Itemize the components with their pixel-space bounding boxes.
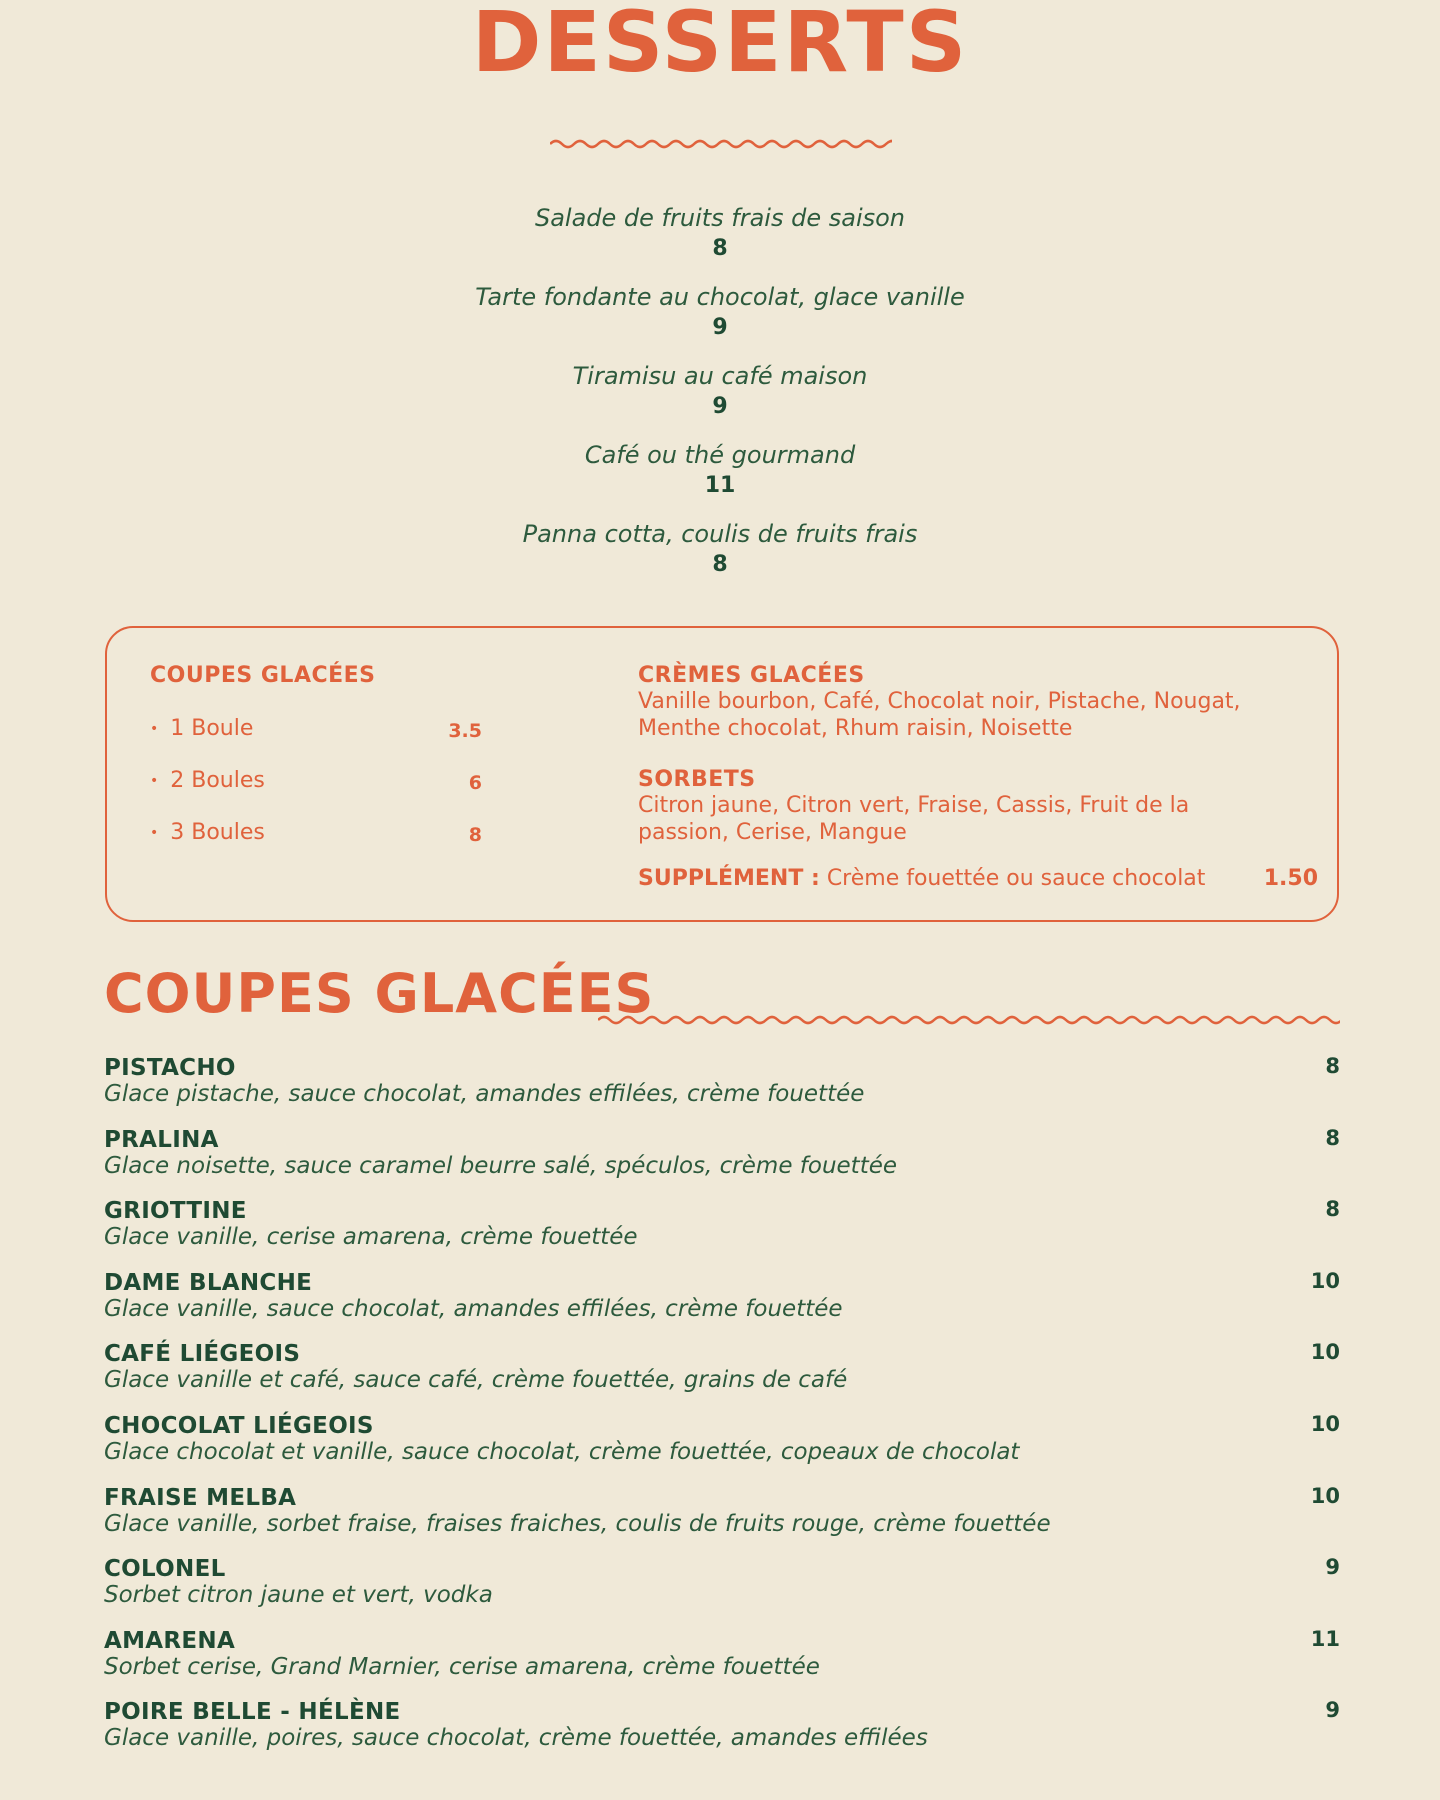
scoop-row <box>150 768 482 798</box>
coupe-item <box>104 1412 1340 1484</box>
coupe-description: Glace vanille, sauce chocolat, amandes effilées, crème fouettée <box>104 1295 843 1322</box>
dessert-price: 8 <box>712 552 728 577</box>
bullet-icon: • <box>150 773 159 789</box>
coupe-description: Glace vanille et café, sauce café, crème fouettée, grains de café <box>104 1367 848 1394</box>
supplement-price: 1.50 <box>1263 866 1318 891</box>
coupe-description: Glace noisette, sauce caramel beurre salé, spéculos, crème fouettée <box>104 1152 898 1179</box>
scoop-label <box>150 820 265 845</box>
coupe-item <box>104 1555 1340 1627</box>
coupe-item <box>104 1197 1340 1269</box>
supplement-label: SUPPLÉMENT : <box>638 866 820 891</box>
scoop-label <box>150 716 253 741</box>
coupe-name: CHOCOLAT LIÉGEOIS <box>104 1412 374 1439</box>
section-title: COUPES GLACÉES <box>104 962 655 1025</box>
cremes-line: Menthe chocolat, Rhum raisin, Noisette <box>638 716 1073 741</box>
coupe-price: 8 <box>1325 1197 1340 1222</box>
wavy-divider <box>598 1012 1340 1028</box>
coupe-item <box>104 1126 1340 1198</box>
coupe-name: PISTACHO <box>104 1055 236 1081</box>
coupe-item <box>104 1698 1340 1770</box>
coupe-name: DAME BLANCHE <box>104 1269 313 1296</box>
coupe-item <box>104 1484 1340 1556</box>
coupe-price: 9 <box>1325 1698 1340 1723</box>
cremes-section <box>638 663 1318 742</box>
dessert-item <box>0 358 1440 437</box>
cremes-title: CRÈMES GLACÉES <box>638 663 865 688</box>
scoop-label-text: 2 Boules <box>170 768 265 793</box>
dessert-list <box>0 200 1440 595</box>
coupe-description: Glace vanille, poires, sauce chocolat, crème fouettée, amandes effilées <box>104 1725 928 1752</box>
coupe-name: AMARENA <box>104 1627 236 1654</box>
coupe-price: 11 <box>1310 1626 1340 1651</box>
coupe-description: Glace pistache, sauce chocolat, amandes effilées, crème fouettée <box>104 1081 865 1107</box>
coupes-box-title: COUPES GLACÉES <box>150 663 376 688</box>
bullet-icon: • <box>150 825 159 841</box>
coupe-description: Glace vanille, sorbet fraise, fraises fraiches, coulis de fruits rouge, crème fouettée <box>104 1510 1051 1537</box>
sorbets-section <box>638 767 1318 846</box>
cremes-line: Vanille bourbon, Café, Chocolat noir, Pistache, Nougat, <box>638 689 1241 714</box>
coupe-item <box>104 1054 1340 1126</box>
coupe-item <box>104 1269 1340 1341</box>
coupe-name: GRIOTTINE <box>104 1198 247 1225</box>
coupe-description: Glace chocolat et vanille, sauce chocolat, crème fouettée, copeaux de chocolat <box>104 1438 1020 1465</box>
sorbets-line: passion, Cerise, Mangue <box>638 820 907 845</box>
coupe-item <box>104 1627 1340 1699</box>
coupe-item <box>104 1340 1340 1412</box>
dessert-item <box>0 437 1440 516</box>
sorbets-line: Citron jaune, Citron vert, Fraise, Cassis, Fruit de la <box>638 793 1190 818</box>
coupes-list <box>104 1054 1340 1770</box>
page-title: DESSERTS <box>471 0 969 91</box>
coupe-name: COLONEL <box>104 1556 226 1583</box>
coupe-name: POIRE BELLE - HÉLÈNE <box>104 1699 401 1726</box>
coupe-price: 8 <box>1325 1125 1340 1150</box>
coupe-price: 10 <box>1310 1340 1340 1365</box>
scoop-price: 6 <box>468 772 482 794</box>
scoop-label-text: 3 Boules <box>170 820 265 845</box>
coupe-price: 9 <box>1325 1555 1340 1580</box>
dessert-name: Salade de fruits frais de saison <box>534 204 906 232</box>
scoop-row <box>150 820 482 850</box>
bullet-icon: • <box>150 721 159 737</box>
coupe-name: FRAISE MELBA <box>104 1484 297 1511</box>
dessert-price: 11 <box>704 473 736 498</box>
dessert-price: 9 <box>712 315 728 340</box>
supplement-row <box>638 866 1318 891</box>
dessert-name: Tiramisu au café maison <box>572 362 868 390</box>
dessert-price: 9 <box>712 394 728 419</box>
dessert-item <box>0 516 1440 595</box>
coupe-name: CAFÉ LIÉGEOIS <box>104 1341 301 1368</box>
coupe-price: 8 <box>1325 1054 1340 1078</box>
scoop-price: 8 <box>468 824 482 846</box>
dessert-name: Panna cotta, coulis de fruits frais <box>522 520 918 548</box>
coupe-price: 10 <box>1310 1411 1340 1436</box>
coupe-description: Sorbet citron jaune et vert, vodka <box>104 1582 493 1609</box>
dessert-name: Tarte fondante au chocolat, glace vanille <box>475 283 965 311</box>
scoop-row <box>150 716 482 746</box>
scoop-label <box>150 768 265 793</box>
dessert-name: Café ou thé gourmand <box>584 441 856 469</box>
sorbets-title: SORBETS <box>638 767 756 792</box>
coupe-description: Sorbet cerise, Grand Marnier, cerise amarena, crème fouettée <box>104 1653 820 1680</box>
coupe-description: Glace vanille, cerise amarena, crème fouettée <box>104 1224 638 1251</box>
coupe-price: 10 <box>1310 1483 1340 1508</box>
scoop-price: 3.5 <box>448 720 482 742</box>
dessert-item <box>0 279 1440 358</box>
dessert-item <box>0 200 1440 279</box>
dessert-price: 8 <box>712 236 728 261</box>
coupe-price: 10 <box>1310 1268 1340 1293</box>
wavy-divider <box>550 136 892 152</box>
coupe-name: PRALINA <box>104 1126 219 1153</box>
supplement-text: Crème fouettée ou sauce chocolat <box>826 866 1206 891</box>
scoop-label-text: 1 Boule <box>170 716 254 741</box>
